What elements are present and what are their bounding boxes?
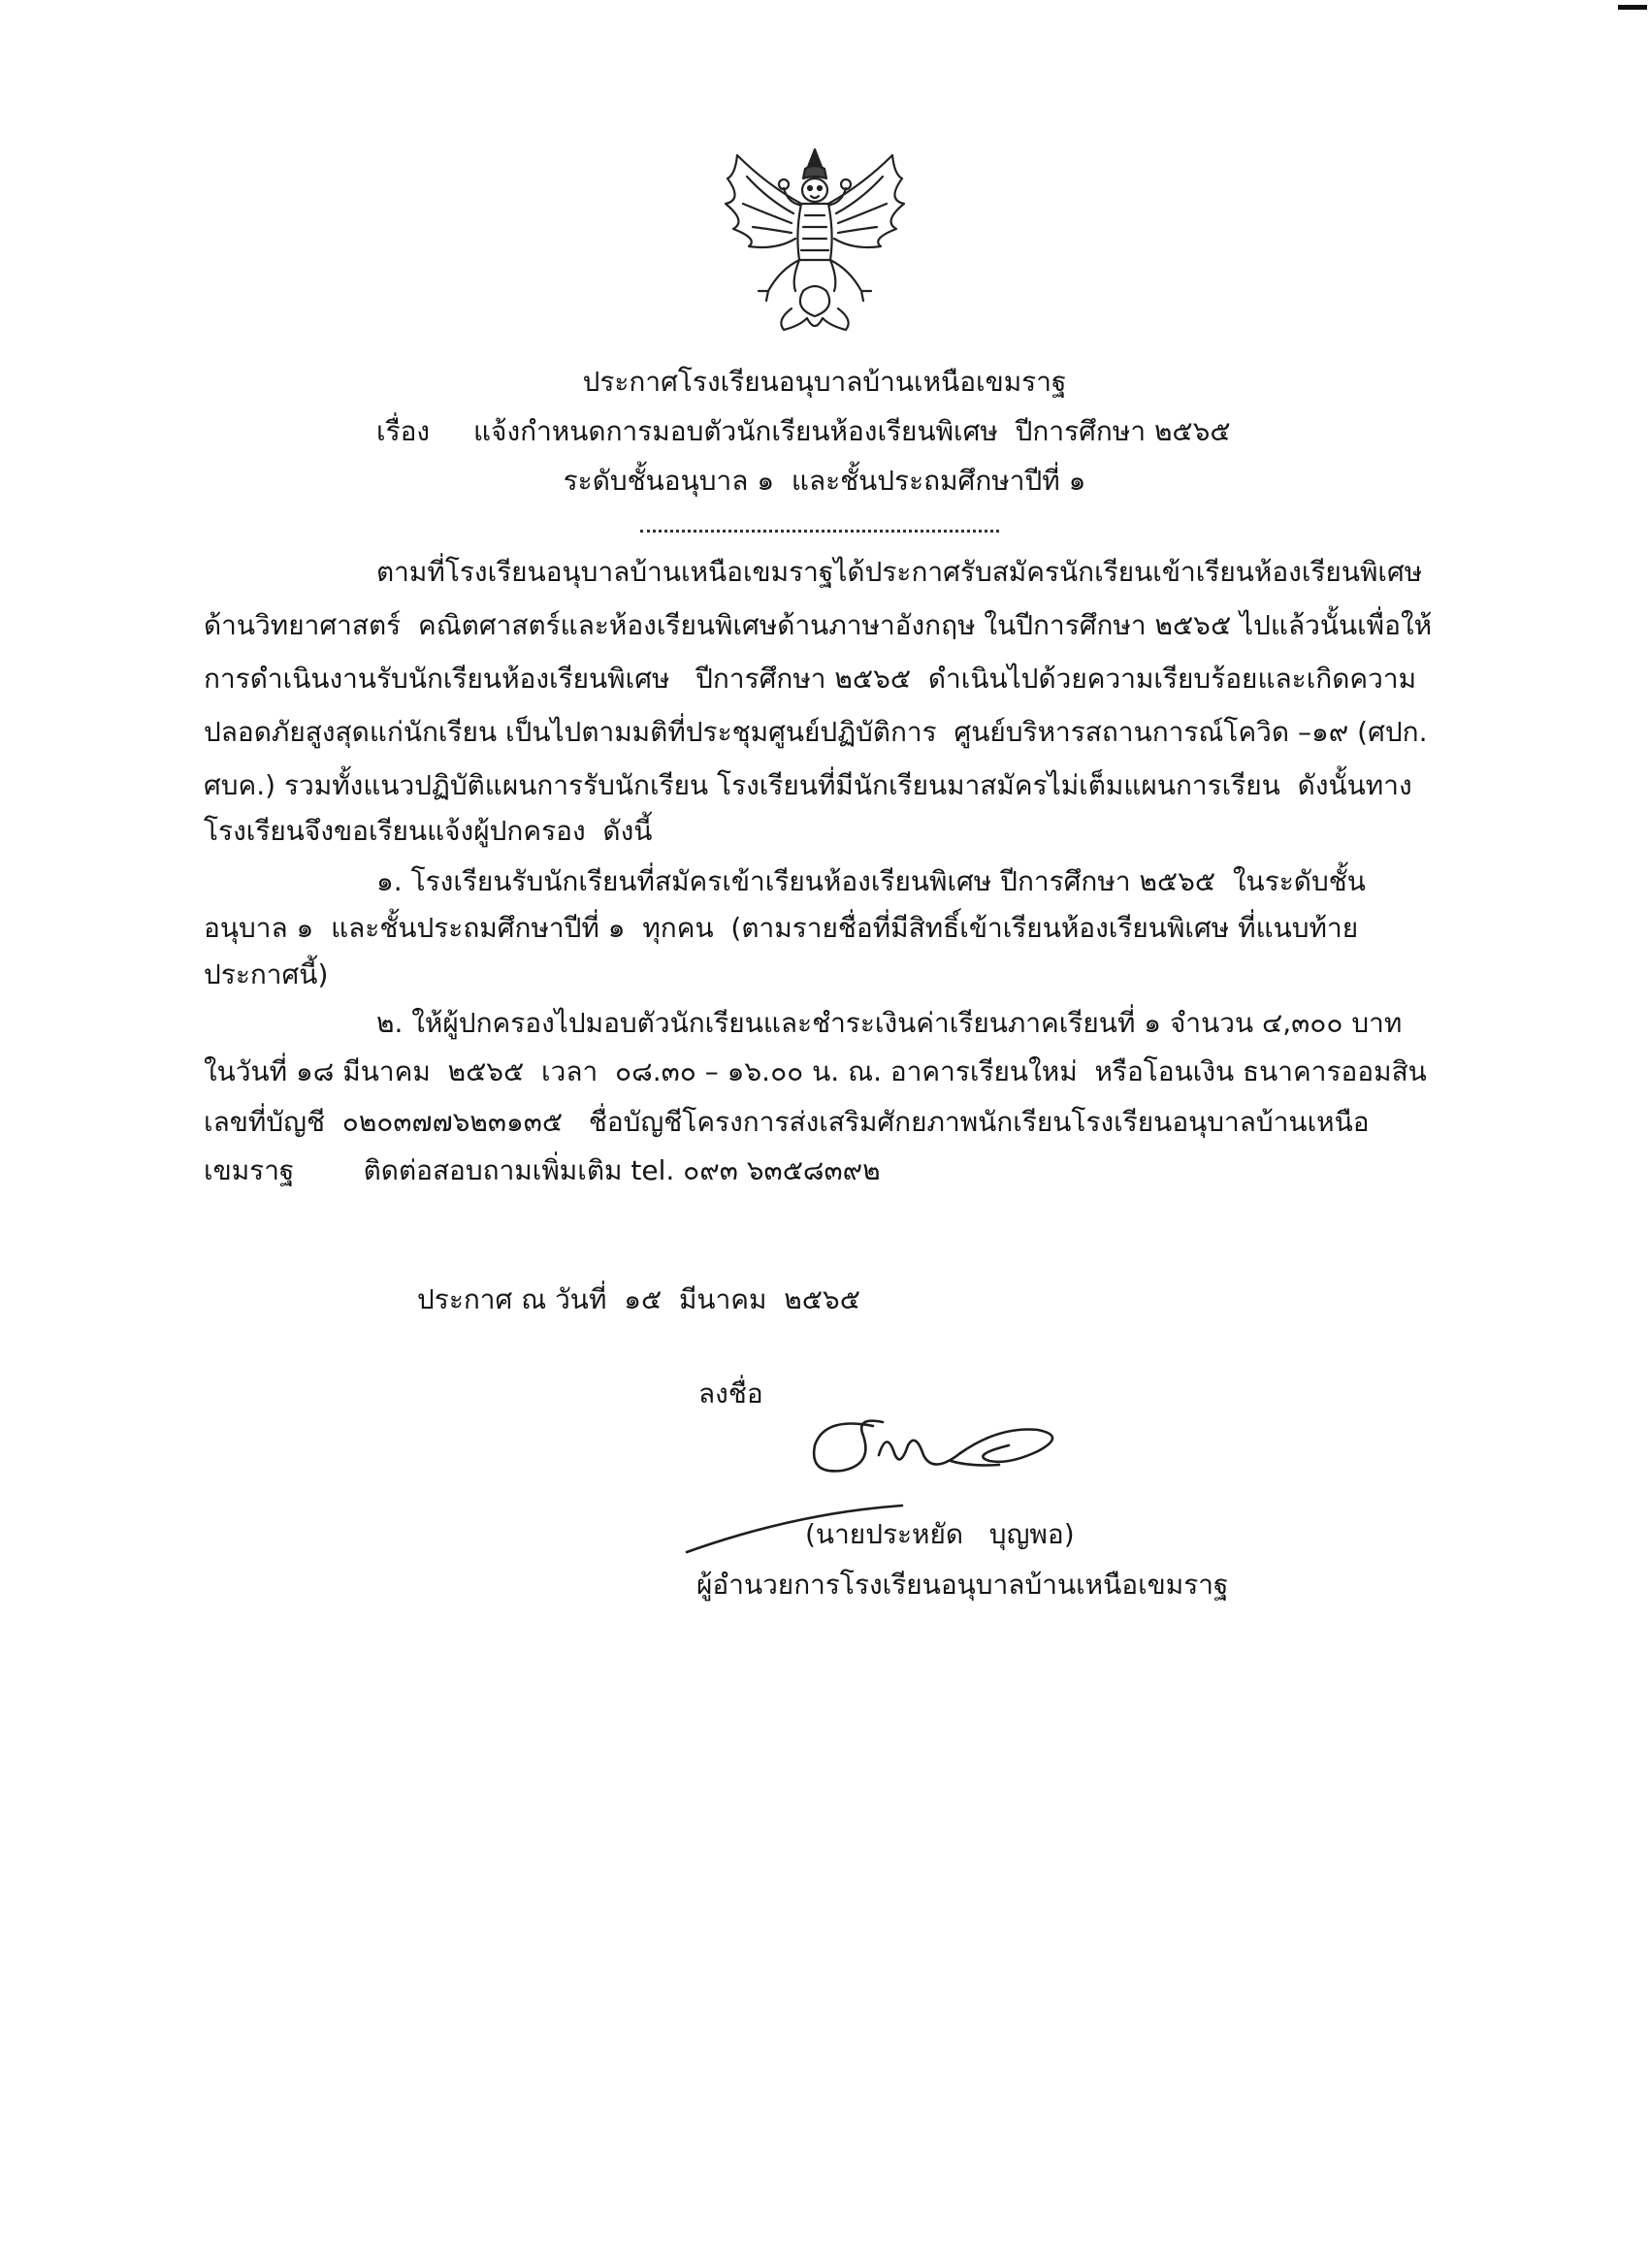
item-1-line: ประกาศนี้) <box>204 958 329 990</box>
signer-title: ผู้อำนวยการโรงเรียนอนุบาลบ้านเหนือเขมราฐ <box>696 1569 1229 1601</box>
announcement-title: ประกาศโรงเรียนอนุบาลบ้านเหนือเขมราฐ <box>582 366 1067 398</box>
item-1-line: อนุบาล ๑ และชั้นประถมศึกษาปีที่ ๑ ทุกคน (ตามรายชื่อที่มีสิทธิ์เข้าเรียนห้องเรียนพิเศษ ที่แนบท้าย <box>204 912 1359 944</box>
garuda-emblem-icon <box>698 146 931 335</box>
intro-line: โรงเรียนจึงขอเรียนแจ้งผู้ปกครอง ดังนี้ <box>204 815 653 847</box>
intro-line: ด้านวิทยาศาสตร์ คณิตศาสตร์และห้องเรียนพิเศษด้านภาษาอังกฤษ ในปีการศึกษา ๒๕๖๕ ไปแล้วนั้นเพื่อให้ <box>204 609 1433 641</box>
item-1-line: ๑. โรงเรียนรับนักเรียนที่สมัครเข้าเรียนห้องเรียนพิเศษ ปีการศึกษา ๒๕๖๕ ในระดับชั้น <box>376 865 1366 897</box>
subject-label: เรื่อง <box>376 415 431 447</box>
signer-name: (นายประหยัด บุญพอ) <box>805 1518 1075 1550</box>
title-divider <box>640 530 999 533</box>
item-2-line: ในวันที่ ๑๘ มีนาคม ๒๕๖๕ เวลา ๐๘.๓๐ – ๑๖.๐๐ น. ณ. อาคารเรียนใหม่ หรือโอนเงิน ธนาคารออมสิน <box>204 1055 1427 1087</box>
item-2-line: เลขที่บัญชี ๐๒๐๓๗๗๖๒๓๑๓๕ ชื่อบัญชีโครงการส่งเสริมศักยภาพนักเรียนโรงเรียนอนุบาลบ้านเหนือ <box>204 1106 1370 1138</box>
intro-line: การดำเนินงานรับนักเรียนห้องเรียนพิเศษ ปีการศึกษา ๒๕๖๕ ดำเนินไปด้วยความเรียบร้อยและเกิดความ <box>204 663 1417 695</box>
level-line: ระดับชั้นอนุบาล ๑ และชั้นประถมศึกษาปีที่ ๑ <box>563 465 1086 497</box>
item-2-line: เขมราฐ ติดต่อสอบถามเพิ่มเติม tel. ๐๙๓ ๖๓๕๘๓๙๒ <box>204 1154 881 1186</box>
intro-line: ศบค.) รวมทั้งแนวปฏิบัติแผนการรับนักเรียน โรงเรียนที่มีนักเรียนมาสมัครไม่เต็มแผนการเรียน ดังนั้นทาง <box>204 769 1412 801</box>
subject-text: แจ้งกำหนดการมอบตัวนักเรียนห้องเรียนพิเศษ ปีการศึกษา ๒๕๖๕ <box>473 415 1231 447</box>
intro-line: ปลอดภัยสูงสุดแก่นักเรียน เป็นไปตามมติที่ประชุมศูนย์ปฏิบัติการ ศูนย์บริหารสถานการณ์โควิด –๑๙ (ศปก. <box>204 716 1428 748</box>
scan-corner-mark <box>1618 5 1647 10</box>
item-2-line: ๒. ให้ผู้ปกครองไปมอบตัวนักเรียนและชำระเงินค่าเรียนภาคเรียนที่ ๑ จำนวน ๔,๓๐๐ บาท <box>376 1007 1403 1039</box>
announce-date: ประกาศ ณ วันที่ ๑๕ มีนาคม ๒๕๖๕ <box>417 1283 860 1315</box>
sign-label: ลงชื่อ <box>698 1377 763 1409</box>
intro-line: ตามที่โรงเรียนอนุบาลบ้านเหนือเขมราฐได้ประกาศรับสมัครนักเรียนเข้าเรียนห้องเรียนพิเศษ <box>376 556 1423 588</box>
